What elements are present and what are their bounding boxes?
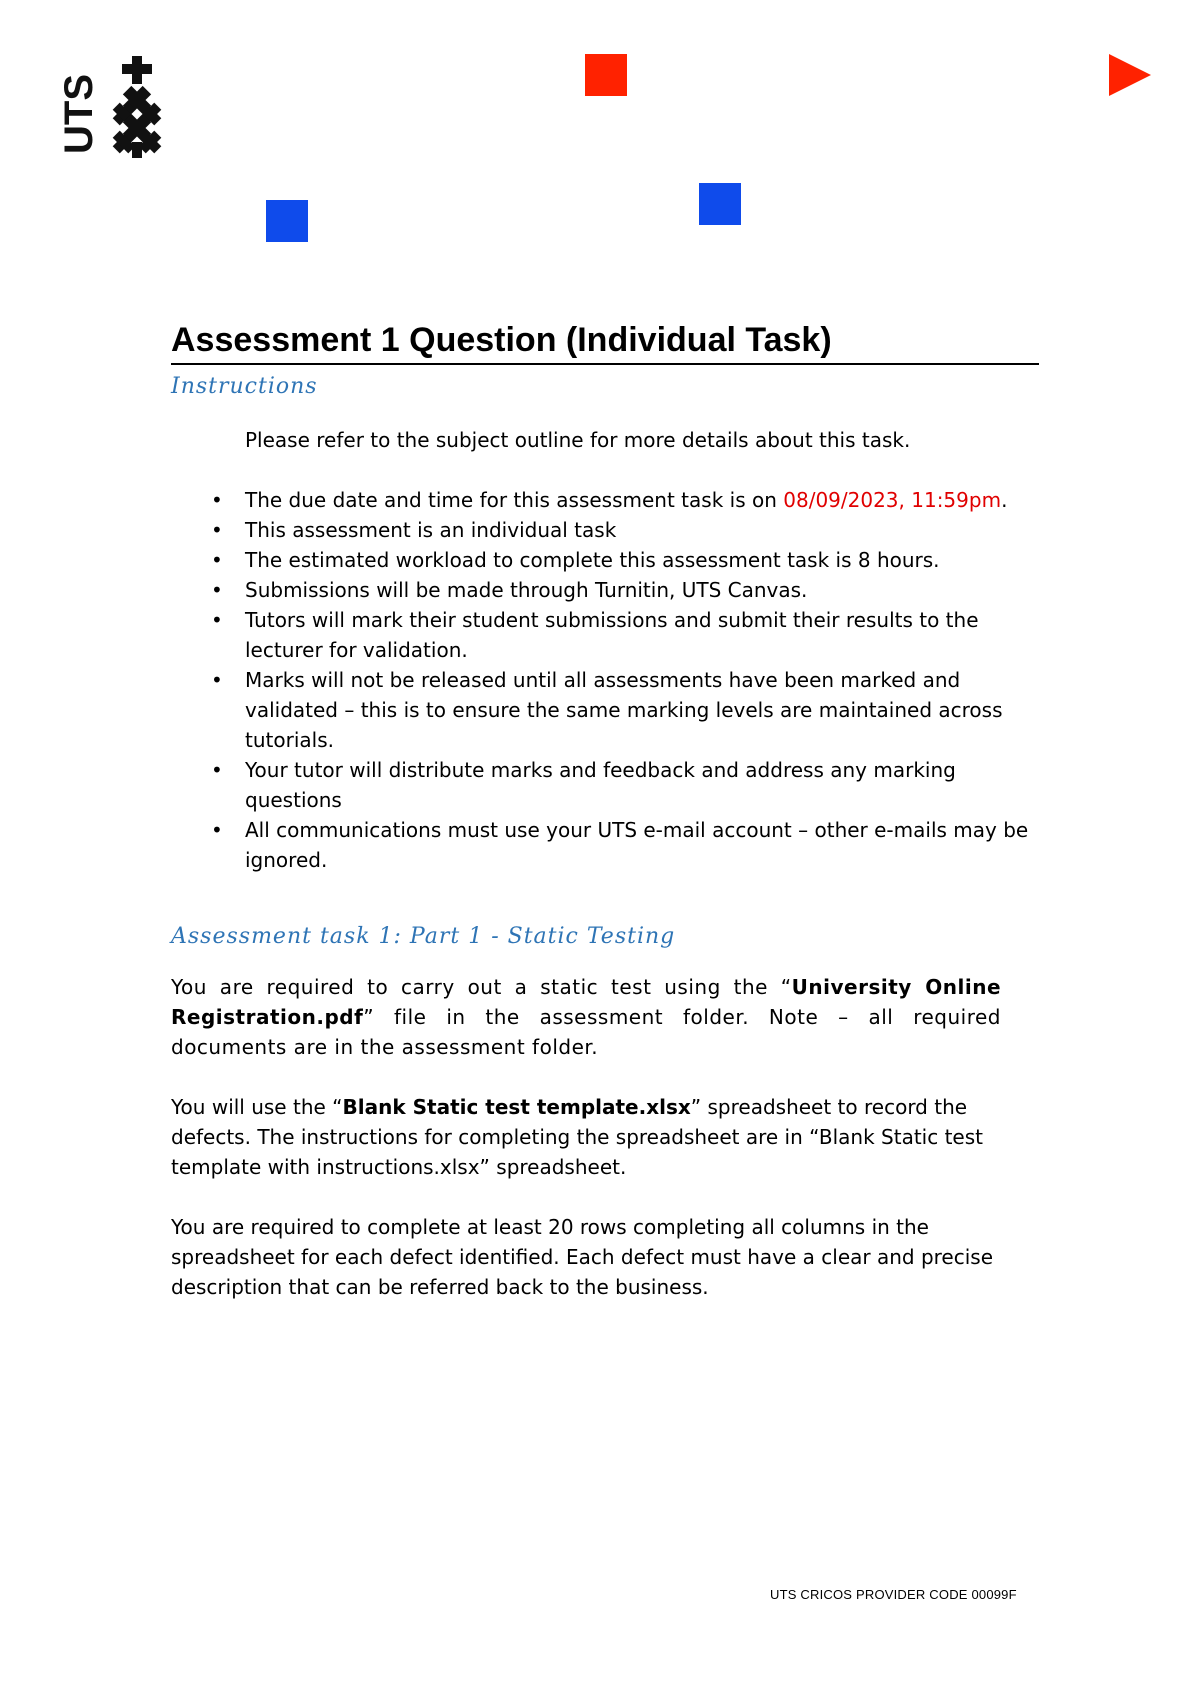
uts-logo-text: UTS — [57, 74, 101, 154]
instructions-intro: Please refer to the subject outline for more details about this task. — [245, 428, 911, 453]
decorative-blue-square — [699, 183, 741, 225]
document-content — [171, 320, 1039, 1302]
uts-crest-icon — [56, 54, 164, 158]
due-date: 08/09/2023, 11:59pm — [783, 488, 1002, 513]
list-item: • This assessment is an individual task — [245, 515, 1039, 545]
part1-paragraph-1: You are required to carry out a static test using the “University Online Registration.pdf” file in the assessment folder. Note – all required documents are in the assessment folder. — [171, 974, 1002, 1059]
filename-bold: University Online Registration.pdf — [171, 974, 1002, 1029]
list-item: • The estimated workload to complete this assessment task is 8 hours. — [245, 545, 1039, 575]
page-title: Assessment 1 Question (Individual Task) — [171, 320, 1039, 365]
bullet-icon: • — [211, 578, 223, 603]
instructions-list — [171, 485, 1039, 875]
list-item: • All communications must use your UTS e-mail account – other e-mails may be ignored. — [245, 815, 1039, 875]
list-item: • Tutors will mark their student submissions and submit their results to the lecturer for validation. — [245, 605, 1039, 665]
bullet-icon: • — [211, 608, 223, 633]
list-item: • Submissions will be made through Turnitin, UTS Canvas. — [245, 575, 1039, 605]
decorative-red-triangle-icon — [1109, 54, 1151, 96]
bullet-icon: • — [211, 548, 223, 573]
bullet-icon: • — [211, 488, 223, 513]
template-filename-bold: Blank Static test template.xlsx — [342, 1094, 691, 1119]
list-item: • Your tutor will distribute marks and feedback and address any marking questions — [245, 755, 1039, 815]
list-item: • The due date and time for this assessment task is on 08/09/2023, 11:59pm. — [245, 485, 1039, 515]
bullet-icon: • — [211, 818, 223, 843]
part1-paragraph-3: You are required to complete at least 20 rows completing all columns in the spreadsheet for each defect identified. Each defect must have a clear and precise description that can be referred back to the business. — [171, 1214, 994, 1299]
bullet-icon: • — [211, 518, 223, 543]
instructions-heading: Instructions — [171, 373, 318, 399]
part1-paragraph-2: You will use the “Blank Static test template.xlsx” spreadsheet to record the defects. The instructions for completing the spreadsheet are in “Blank Static test template with instructions.xlsx” spreadsheet. — [171, 1094, 983, 1179]
bullet-icon: • — [211, 668, 223, 693]
decorative-blue-square — [266, 200, 308, 242]
list-item: • Marks will not be released until all assessments have been marked and validated – this is to ensure the same marking levels are maintained across tutorials. — [245, 665, 1039, 755]
uts-logo — [56, 54, 164, 158]
bullet-icon: • — [211, 758, 223, 783]
decorative-red-square — [585, 54, 627, 96]
part1-heading: Assessment task 1: Part 1 - Static Testing — [171, 924, 676, 950]
footer-cricos: UTS CRICOS PROVIDER CODE 00099F — [770, 1587, 1017, 1602]
